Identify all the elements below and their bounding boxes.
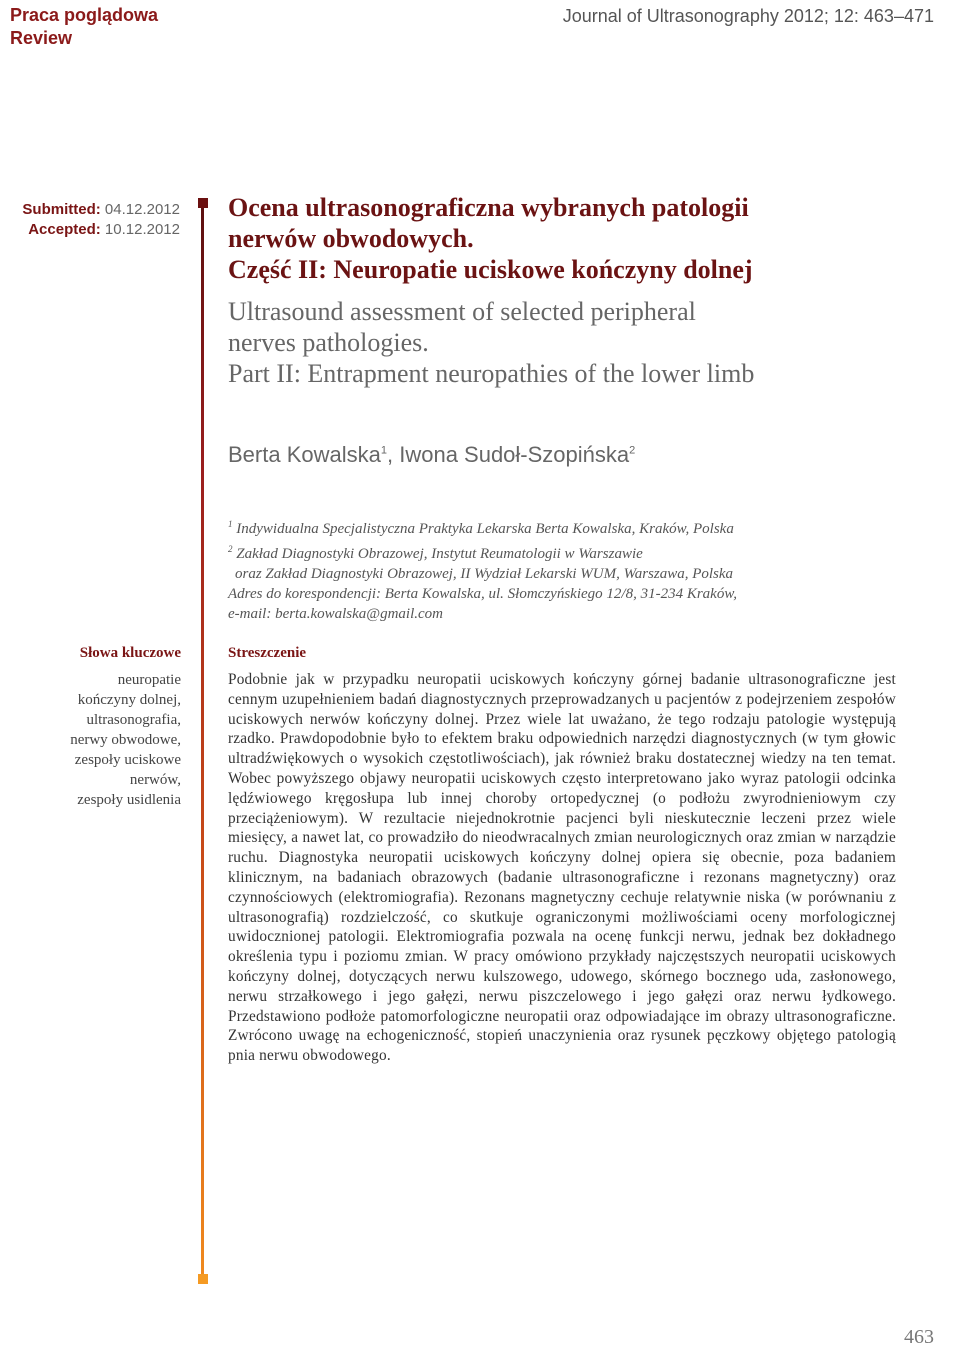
journal-citation: Journal of Ultrasonography 2012; 12: 463–471 xyxy=(562,6,934,26)
dates-block xyxy=(22,200,180,240)
correspondence-email: e-mail: berta.kowalska@gmail.com xyxy=(228,606,444,622)
article-type-pl: Praca poglądowa xyxy=(10,5,159,25)
author-1-affil: 1 xyxy=(380,444,387,457)
abstract-heading: Streszczenie xyxy=(228,645,307,661)
title-polish xyxy=(228,192,928,285)
affil-2-mark: 2 xyxy=(228,544,233,554)
submitted-label: Submitted: xyxy=(22,201,101,218)
title-en-line-2: nerves pathologies. xyxy=(228,328,429,357)
keyword-line: zespoły usidlenia xyxy=(77,792,181,808)
correspondence-address: Adres do korespondencji: Berta Kowalska, ul. Słomczyńskiego 12/8, 31-234 Kraków, xyxy=(228,586,737,602)
keywords-heading: Słowa kluczowe xyxy=(79,645,181,661)
vertical-divider xyxy=(201,198,204,1280)
affil-2: Zakład Diagnostyki Obrazowej, Instytut Reumatologii w Warszawie xyxy=(232,546,643,562)
accepted-date: 10.12.2012 xyxy=(104,221,180,238)
affil-1-mark: 1 xyxy=(228,519,233,529)
divider-bottom-marker xyxy=(198,1274,208,1284)
authors xyxy=(228,442,635,468)
keyword-line: zespoły uciskowe xyxy=(74,752,181,768)
keyword-line: nerwów, xyxy=(129,772,181,788)
affil-2-cont: oraz Zakład Diagnostyki Obrazowej, II Wydział Lekarski WUM, Warszawa, Polska xyxy=(235,566,734,582)
author-2: Iwona Sudoł-Szopińska xyxy=(399,442,630,467)
submitted-date: 04.12.2012 xyxy=(104,201,180,218)
page-number: 463 xyxy=(904,1326,934,1348)
keyword-line: neuropatie xyxy=(117,672,181,688)
keyword-line: ultrasonografia, xyxy=(86,712,181,728)
keywords-list xyxy=(70,670,181,810)
author-1: Berta Kowalska xyxy=(228,442,381,467)
affil-1: Indywidualna Specjalistyczna Praktyka Lekarska Berta Kowalska, Kraków, Polska xyxy=(232,521,734,537)
title-english xyxy=(228,296,928,389)
title-en-line-1: Ultrasound assessment of selected peripheral xyxy=(228,297,696,326)
keyword-line: kończyny dolnej, xyxy=(77,692,181,708)
author-2-affil: 2 xyxy=(629,444,636,457)
accepted-label: Accepted: xyxy=(28,221,101,238)
affiliations xyxy=(228,514,928,624)
title-pl-line-1: Ocena ultrasonograficzna wybranych patologii xyxy=(228,193,749,222)
keyword-line: nerwy obwodowe, xyxy=(70,732,181,748)
author-separator: , xyxy=(386,442,400,467)
article-type-en: Review xyxy=(10,28,73,48)
abstract-text: Podobnie jak w przypadku neuropatii uciskowych kończyny górnej badanie ultrasonograficzne jest cennym uzupełnieniem badań diagnostycznych przeprowadzanych u pacjentów z podejrzeniem zespołów uciskowych nerwów kończyny dolnej. Przez wiele lat uważano, że tego rodzaju patologie występują rzadko. Prawdopodobnie było to efektem braku odpowiednich narzędzi diagnostycznych (w tym głowic ultradźwiękowych o wysokich częstotliwościach), jak również braku dostatecznej wiedzy na ten temat. Wobec powyższego objawy neuropatii uciskowych często interpretowano jako wyraz patologii odcinka lędźwiowego kręgosłupa lub innej choroby ortopedycznej (o podłożu zwyrodnieniowym czy przeciążeniowym). W rezultacie niejednokrotnie pacjenci byli nieskutecznie leczeni przez wiele miesięcy, a nawet lat, co prowadziło do nieodwracalnych zmian neurologicznych oraz zmian w narządzie ruchu. Diagnostyka neuropatii uciskowych kończyny dolnej opiera się obecnie, poza badaniem klinicznym, na badaniach obrazowych (badanie ultrasonograficzne i rezonans magnetyczny) oraz czynnościowych (elektromiografia). Rezonans magnetyczny cechuje relatywnie niska (w porównaniu z ultrasonografią) rozdzielczość, co skutkuje ograniczonymi możliwościami oceny morfologicznej uwidocznionej patologii. Elektromiografia pozwala na ocenę funkcji nerwu, jednak bez dokładnego określenia typu i poziomu zmian. W pracy omówiono przykłady najczęstszych neuropatii uciskowych kończyny dolnej, dotyczących nerwu kulszowego, udowego, skórnego bocznego uda, zasłonowego, nerwu strzałkowego i jego gałęzi, nerwu piszczelowego i jego gałęzi oraz nerwu łydkowego. Przedstawiono podłoże patomorfologiczne neuropatii oraz odpowiadające im obrazy ultrasonograficzne. Zwrócono uwagę na echogeniczność, stopień unaczynienia oraz rysunek pęczkowy objętego patologią pnia nerwu obwodowego. xyxy=(228,671,896,1065)
title-pl-line-2: nerwów obwodowych. xyxy=(228,224,474,253)
title-pl-line-3: Część II: Neuropatie uciskowe kończyny dolnej xyxy=(228,255,753,284)
divider-top-marker xyxy=(198,198,208,208)
title-en-line-3: Part II: Entrapment neuropathies of the lower limb xyxy=(228,359,755,388)
